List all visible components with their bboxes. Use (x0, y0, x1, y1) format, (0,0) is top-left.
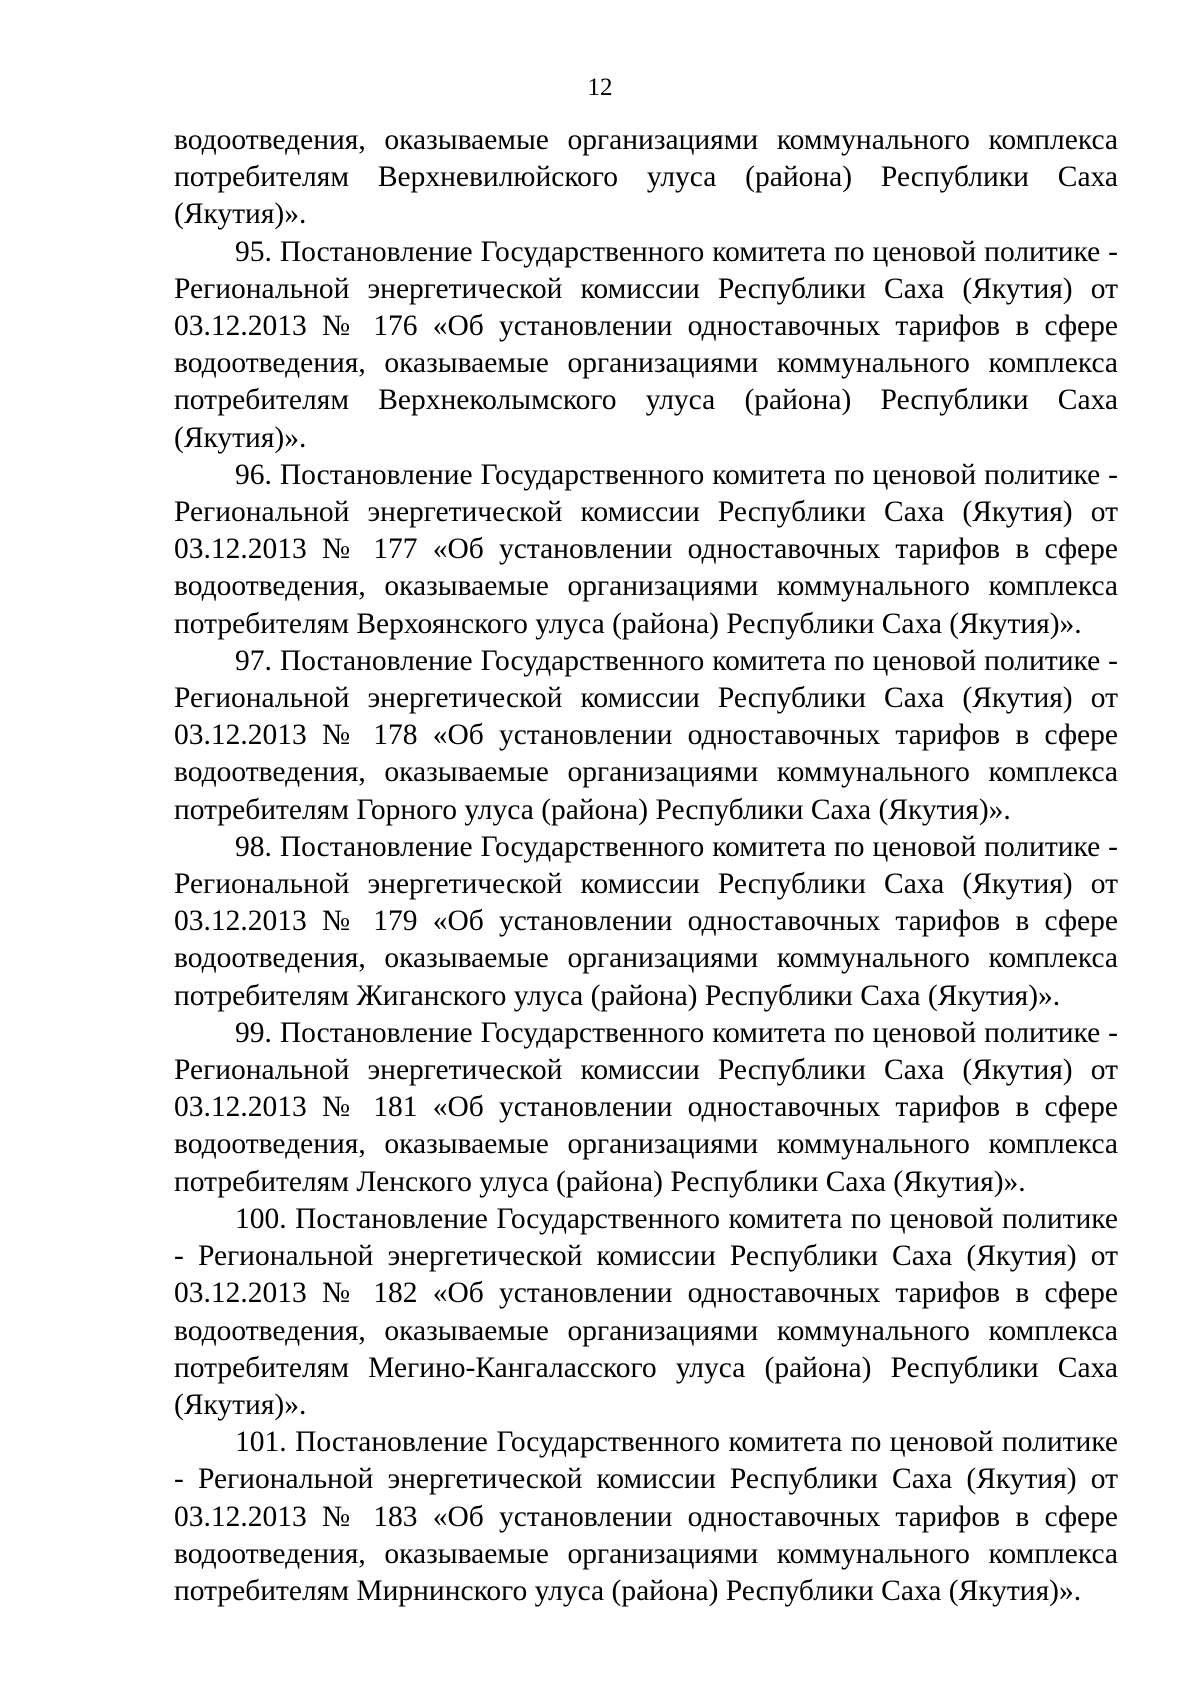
page-number: 12 (587, 74, 613, 101)
list-item-99: 99. Постановление Государственного комитета по ценовой политике - Региональной энергетической комиссии Республики Саха (Якутия) от 03.12.2013 № 181 «Об установлении одноставочных тарифов в сфере водоотведения, оказываемые организациями коммунального комплекса потребителям Ленского улуса (района) Республики Саха (Якутия)». (174, 1016, 1118, 1198)
list-item-101: 101. Постановление Государственного комитета по ценовой политике - Региональной энергетической комиссии Республики Саха (Якутия) от 03.12.2013 № 183 «Об установлении одноставочных тарифов в сфере водоотведения, оказываемые организациями коммунального комплекса потребителям Мирнинского улуса (района) Республики Саха (Якутия)». (174, 1426, 1118, 1607)
list-item-96: 96. Постановление Государственного комитета по ценовой политике - Региональной энергетической комиссии Республики Саха (Якутия) от 03.12.2013 № 177 «Об установлении одноставочных тарифов в сфере водоотведения, оказываемые организациями коммунального комплекса потребителям Верхоянского улуса (района) Республики Саха (Якутия)». (174, 458, 1118, 640)
list-item-98: 98. Постановление Государственного комитета по ценовой политике - Региональной энергетической комиссии Республики Саха (Якутия) от 03.12.2013 № 179 «Об установлении одноставочных тарифов в сфере водоотведения, оказываемые организациями коммунального комплекса потребителям Жиганского улуса (района) Республики Саха (Якутия)». (174, 830, 1118, 1012)
list-item-100: 100. Постановление Государственного комитета по ценовой политике - Региональной энергетической комиссии Республики Саха (Якутия) от 03.12.2013 № 182 «Об установлении одноставочных тарифов в сфере водоотведения, оказываемые организациями коммунального комплекса потребителям Мегино-Кангаласского улуса (района) Республики Саха (Якутия)». (174, 1202, 1118, 1421)
list-item-97: 97. Постановление Государственного комитета по ценовой политике - Региональной энергетической комиссии Республики Саха (Якутия) от 03.12.2013 № 178 «Об установлении одноставочных тарифов в сфере водоотведения, оказываемые организациями коммунального комплекса потребителям Горного улуса (района) Республики Саха (Якутия)». (174, 644, 1118, 826)
continuation-paragraph: водоотведения, оказываемые организациями коммунального комплекса потребителям Верхневилюйского улуса (района) Республики Саха (Якутия)». (174, 124, 1118, 231)
document-body (174, 122, 1118, 1610)
list-item-95: 95. Постановление Государственного комитета по ценовой политике - Региональной энергетической комиссии Республики Саха (Якутия) от 03.12.2013 № 176 «Об установлении одноставочных тарифов в сфере водоотведения, оказываемые организациями коммунального комплекса потребителям Верхнеколымского улуса (района) Республики Саха (Якутия)». (174, 235, 1118, 454)
